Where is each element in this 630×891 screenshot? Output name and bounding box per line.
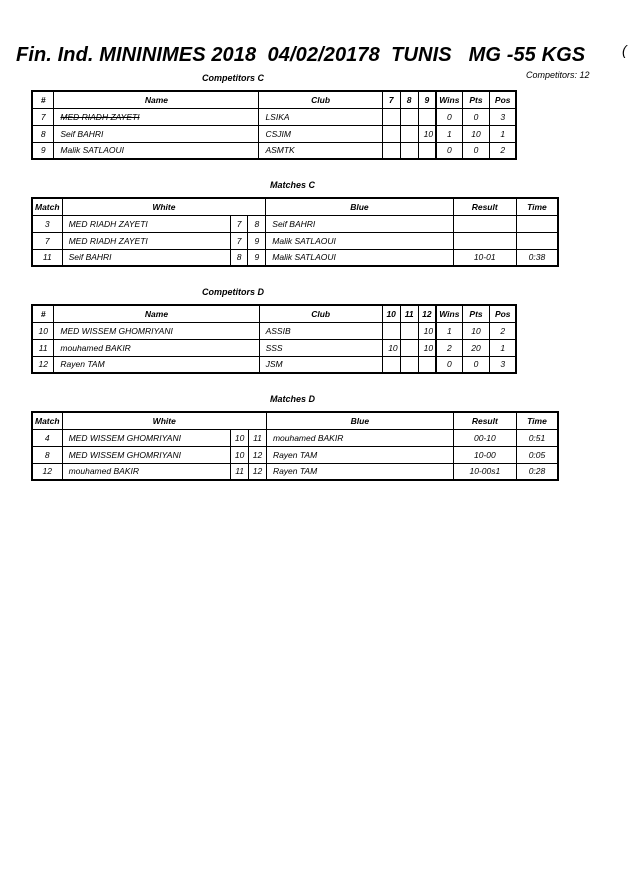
- competitors-c-table: [31, 90, 517, 160]
- white-name: MED RIADH ZAYETI: [62, 232, 230, 249]
- time-cell: [516, 232, 558, 249]
- col-header-club: Club: [259, 305, 382, 322]
- blue-name: Rayen TAM: [266, 446, 453, 463]
- result-cell: 10-01: [453, 249, 516, 266]
- white-name: MED WISSEM GHOMRIYANI: [62, 446, 231, 463]
- col-header-num: #: [32, 91, 54, 108]
- match-num: 3: [32, 215, 62, 232]
- col-header-name: Name: [54, 305, 259, 322]
- blue-name: Malik SATLAOUI: [266, 232, 453, 249]
- score-cell: 10: [418, 339, 436, 356]
- result-cell: 00-10: [453, 429, 516, 446]
- score-cell: [400, 356, 418, 373]
- time-cell: [516, 215, 558, 232]
- competitor-num: 8: [32, 125, 54, 142]
- blue-name: mouhamed BAKIR: [266, 429, 453, 446]
- score-cell: [400, 125, 418, 142]
- col-header-num: #: [32, 305, 54, 322]
- competitor-name: mouhamed BAKIR: [54, 339, 259, 356]
- wins-cell: 0: [436, 356, 462, 373]
- table-row: [32, 429, 558, 446]
- competitor-club: ASMTK: [259, 142, 382, 159]
- section-title-competitors-c: Competitors C: [202, 73, 265, 83]
- white-name: mouhamed BAKIR: [62, 463, 231, 480]
- time-cell: 0:05: [516, 446, 558, 463]
- pts-cell: 20: [462, 339, 490, 356]
- score-cell: [382, 356, 400, 373]
- col-header-result: Result: [453, 198, 516, 215]
- col-header-white: White: [62, 412, 266, 429]
- match-num: 12: [32, 463, 62, 480]
- blue-num: 9: [248, 249, 266, 266]
- competitor-name: Rayen TAM: [54, 356, 259, 373]
- score-cell: 10: [382, 339, 400, 356]
- col-header-match: Match: [32, 412, 62, 429]
- col-header-score: 9: [418, 91, 436, 108]
- pts-cell: 0: [462, 108, 490, 125]
- competitor-name: Malik SATLAOUI: [54, 142, 259, 159]
- wins-cell: 0: [436, 142, 462, 159]
- score-cell: [418, 142, 436, 159]
- col-header-wins: Wins: [436, 91, 462, 108]
- score-cell: [400, 322, 418, 339]
- table-row: [32, 108, 516, 125]
- score-cell: [418, 108, 436, 125]
- pos-cell: 3: [490, 356, 516, 373]
- white-num: 8: [230, 249, 248, 266]
- col-header-time: Time: [516, 198, 558, 215]
- matches-c-table: [31, 197, 559, 267]
- table-header-row: [32, 198, 558, 215]
- blue-num: 11: [249, 429, 267, 446]
- table-row: [32, 125, 516, 142]
- competitor-name: MED WISSEM GHOMRIYANI: [54, 322, 259, 339]
- white-num: 7: [230, 215, 248, 232]
- competitors-d-table: [31, 304, 517, 374]
- white-num: 10: [231, 446, 249, 463]
- col-header-name: Name: [54, 91, 259, 108]
- col-header-wins: Wins: [436, 305, 462, 322]
- table-row: [32, 339, 516, 356]
- white-num: 10: [231, 429, 249, 446]
- title-mark: (: [622, 42, 627, 58]
- competitor-name: Seif BAHRI: [54, 125, 259, 142]
- table-row: [32, 215, 558, 232]
- result-cell: 10-00s1: [453, 463, 516, 480]
- col-header-time: Time: [516, 412, 558, 429]
- col-header-pts: Pts: [462, 305, 490, 322]
- wins-cell: 1: [436, 125, 462, 142]
- table-row: [32, 249, 558, 266]
- section-title-competitors-d: Competitors D: [202, 287, 265, 297]
- pts-cell: 10: [462, 322, 490, 339]
- score-cell: 10: [418, 125, 436, 142]
- competitor-num: 7: [32, 108, 54, 125]
- page-title: Fin. Ind. MININIMES 2018 04/02/20178 TUNIS MG -55 KGS: [16, 44, 586, 66]
- blue-num: 8: [248, 215, 266, 232]
- col-header-white: White: [62, 198, 266, 215]
- table-row: [32, 446, 558, 463]
- col-header-result: Result: [453, 412, 516, 429]
- pos-cell: 1: [490, 339, 516, 356]
- score-cell: [400, 142, 418, 159]
- col-header-pts: Pts: [462, 91, 490, 108]
- match-num: 7: [32, 232, 62, 249]
- matches-d-table: [31, 411, 559, 481]
- white-name: MED WISSEM GHOMRIYANI: [62, 429, 231, 446]
- blue-num: 12: [249, 463, 267, 480]
- col-header-blue: Blue: [266, 198, 453, 215]
- blue-num: 9: [248, 232, 266, 249]
- table-header-row: [32, 305, 516, 322]
- col-header-score: 7: [382, 91, 400, 108]
- score-cell: [418, 356, 436, 373]
- competitor-club: JSM: [259, 356, 382, 373]
- score-cell: [382, 142, 400, 159]
- time-cell: 0:38: [516, 249, 558, 266]
- col-header-score: 10: [382, 305, 400, 322]
- col-header-blue: Blue: [266, 412, 453, 429]
- section-title-matches-c: Matches C: [270, 180, 316, 190]
- white-num: 7: [230, 232, 248, 249]
- wins-cell: 1: [436, 322, 462, 339]
- competitor-name: MED RIADH ZAYETI: [54, 108, 259, 125]
- score-cell: [382, 108, 400, 125]
- col-header-club: Club: [259, 91, 382, 108]
- pts-cell: 0: [462, 142, 490, 159]
- pts-cell: 10: [462, 125, 490, 142]
- white-name: Seif BAHRI: [62, 249, 230, 266]
- competitor-num: 11: [32, 339, 54, 356]
- competitor-club: SSS: [259, 339, 382, 356]
- competitor-club: ASSIB: [259, 322, 382, 339]
- wins-cell: 2: [436, 339, 462, 356]
- pos-cell: 2: [490, 142, 516, 159]
- blue-num: 12: [249, 446, 267, 463]
- score-cell: [382, 322, 400, 339]
- score-cell: 10: [418, 322, 436, 339]
- pos-cell: 2: [490, 322, 516, 339]
- pos-cell: 1: [490, 125, 516, 142]
- col-header-score: 11: [400, 305, 418, 322]
- competitor-club: CSJIM: [259, 125, 382, 142]
- col-header-match: Match: [32, 198, 62, 215]
- blue-name: Rayen TAM: [266, 463, 453, 480]
- pts-cell: 0: [462, 356, 490, 373]
- col-header-pos: Pos: [490, 305, 516, 322]
- table-header-row: [32, 412, 558, 429]
- competitor-club: LSIKA: [259, 108, 382, 125]
- white-num: 11: [231, 463, 249, 480]
- time-cell: 0:28: [516, 463, 558, 480]
- competitor-num: 12: [32, 356, 54, 373]
- blue-name: Seif BAHRI: [266, 215, 453, 232]
- competitor-num: 9: [32, 142, 54, 159]
- blue-name: Malik SATLAOUI: [266, 249, 453, 266]
- table-row: [32, 142, 516, 159]
- table-row: [32, 322, 516, 339]
- result-cell: 10-00: [453, 446, 516, 463]
- wins-cell: 0: [436, 108, 462, 125]
- section-title-matches-d: Matches D: [270, 394, 316, 404]
- score-cell: [400, 339, 418, 356]
- time-cell: 0:51: [516, 429, 558, 446]
- col-header-score: 8: [400, 91, 418, 108]
- result-cell: [453, 232, 516, 249]
- white-name: MED RIADH ZAYETI: [62, 215, 230, 232]
- match-num: 8: [32, 446, 62, 463]
- match-num: 4: [32, 429, 62, 446]
- col-header-score: 12: [418, 305, 436, 322]
- col-header-pos: Pos: [490, 91, 516, 108]
- competitors-count: Competitors: 12: [526, 70, 590, 80]
- match-num: 11: [32, 249, 62, 266]
- competitor-num: 10: [32, 322, 54, 339]
- table-row: [32, 232, 558, 249]
- result-cell: [453, 215, 516, 232]
- table-row: [32, 463, 558, 480]
- score-cell: [382, 125, 400, 142]
- table-header-row: [32, 91, 516, 108]
- pos-cell: 3: [490, 108, 516, 125]
- table-row: [32, 356, 516, 373]
- score-cell: [400, 108, 418, 125]
